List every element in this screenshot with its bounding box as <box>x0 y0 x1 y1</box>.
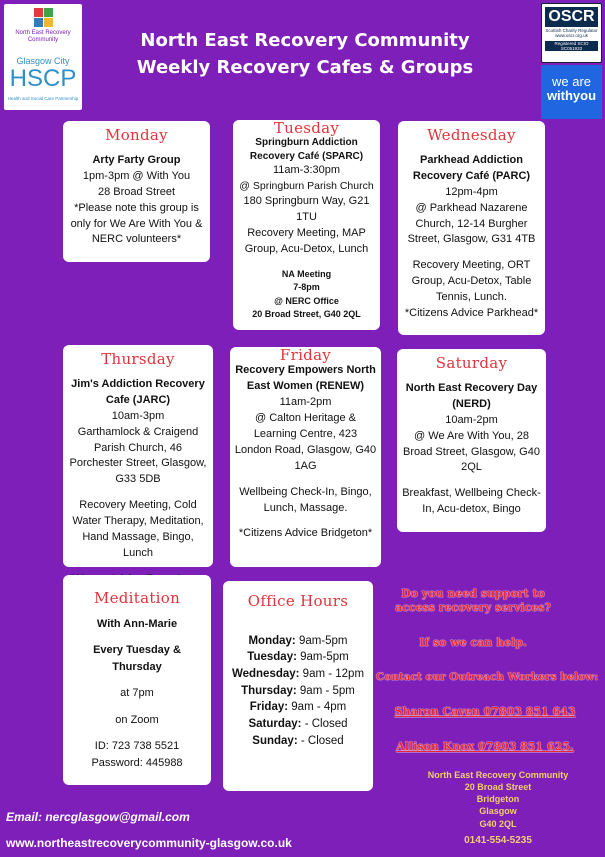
office-hours-time: 9am-5pm <box>295 634 348 647</box>
support-question: Do you need support to access recovery services? <box>395 587 551 614</box>
na-venue: @ NERC Office <box>274 295 339 306</box>
office-hours-row <box>227 666 369 683</box>
office-hours-row <box>227 649 369 666</box>
office-hours-day: Sunday: <box>252 734 298 747</box>
office-hours-time: - Closed <box>301 718 348 731</box>
saturday-activities: Breakfast, Wellbeing Check-In, Acu-detox, Bingo <box>402 487 541 516</box>
monday-title: Monday <box>105 126 168 144</box>
meditation-where: on Zoom <box>115 713 159 726</box>
oscr-logo: OSCR Scottish Charity Regulator www.oscr.org.uk Registered SCIO SC051933 <box>541 3 602 63</box>
thursday-title: Thursday <box>101 350 175 368</box>
hscp-sub: Health and Social Care Partnership <box>7 96 79 101</box>
friday-title: Friday <box>279 346 332 364</box>
meditation-password: Password: 445988 <box>91 756 183 769</box>
tuesday-time: 11am-3:30pm <box>272 164 341 176</box>
tuesday-group: Springburn Addiction Recovery Café (SPARC) <box>249 137 364 162</box>
thursday-group: Jim's Addiction Recovery Cafe (JARC) <box>71 377 205 406</box>
meditation-host: With Ann-Marie <box>96 617 178 630</box>
we-are-with-you-logo: we are withyou <box>541 65 602 119</box>
meditation-when: Every Tuesday & Thursday <box>93 644 181 673</box>
outreach-worker-1: Sharon Caven 07803 851 643 <box>394 705 576 718</box>
monday-note: *Please note this group is only for We Are With You & NERC volunteers* <box>70 201 203 246</box>
nerc-logo-text: North East Recovery Community <box>15 30 71 44</box>
tuesday-title: Tuesday <box>273 119 340 137</box>
office-hours-day: Tuesday: <box>247 651 297 664</box>
wednesday-venue: @ Parkhead Nazarene Church, 12-14 Burgher Street, Glasgow, G31 4TB <box>407 201 536 246</box>
saturday-time: 10am-2pm <box>445 413 498 426</box>
office-hours-time: 9am - 12pm <box>299 668 365 681</box>
wednesday-activities: Recovery Meeting, ORT Group, Acu-Detox, Table Tennis, Lunch. <box>411 259 532 304</box>
meditation-card <box>63 575 211 785</box>
office-hours-time: 9am - 5pm <box>296 684 355 697</box>
wednesday-card <box>398 121 545 335</box>
puzzle-icon <box>34 8 54 28</box>
saturday-group: North East Recovery Day (NERD) <box>405 381 538 410</box>
friday-group: Recovery Empowers North East Women (RENEW) <box>235 364 376 392</box>
monday-time: 1pm-3pm @ With You <box>82 169 191 182</box>
office-hours-row <box>227 633 369 650</box>
office-hours-card <box>223 581 373 791</box>
hscp-logo: HSCP <box>9 65 77 92</box>
support-contact: Contact our Outreach Workers below: <box>375 671 599 683</box>
hscp-city: Glasgow City <box>16 56 70 66</box>
wednesday-group: Parkhead Addiction Recovery Café (PARC) <box>412 153 531 182</box>
tuesday-card <box>233 120 380 330</box>
office-hours-list <box>227 633 369 750</box>
saturday-venue: @ We Are With You, 28 Broad Street, Glasgow, G40 2QL <box>403 429 540 474</box>
office-hours-row <box>227 733 369 750</box>
page-title: North East Recovery Community Weekly Recovery Cafes & Groups <box>136 30 474 78</box>
office-hours-time: 9am - 4pm <box>288 701 347 714</box>
office-hours-day: Saturday: <box>248 718 302 731</box>
thursday-venue: Garthamlock & Craigend Parish Church, 46 Porchester Street, Glasgow, G33 5DB <box>69 425 207 486</box>
na-time: 7-8pm <box>293 282 320 293</box>
friday-note: *Citizens Advice Bridgeton* <box>238 527 373 540</box>
meditation-time: at 7pm <box>120 687 154 699</box>
thursday-card <box>63 345 213 567</box>
meditation-id: ID: 723 738 5521 <box>94 740 180 752</box>
office-hours-row <box>227 699 369 716</box>
office-hours-title: Office Hours <box>247 592 349 610</box>
thursday-activities: Recovery Meeting, Cold Water Therapy, Meditation, Hand Massage, Bingo, Lunch <box>72 499 204 560</box>
office-hours-row <box>227 716 369 733</box>
friday-time: 11am-2pm <box>279 395 332 408</box>
monday-address: 28 Broad Street <box>97 185 176 198</box>
friday-card <box>230 347 381 567</box>
monday-card <box>63 121 210 262</box>
meditation-title: Meditation <box>93 589 181 607</box>
thursday-time: 10am-3pm <box>111 409 165 422</box>
office-hours-time: 9am-5pm <box>296 651 349 664</box>
office-address: North East Recovery Community 20 Broad Street Bridgeton Glasgow G40 2QL 0141-554-5235 <box>418 769 578 847</box>
office-phone: 0141-554-5235 <box>464 834 532 846</box>
nerc-hscp-logo <box>4 4 82 110</box>
wednesday-title: Wednesday <box>427 126 516 144</box>
footer-website[interactable]: www.northeastrecoverycommunity-glasgow.co.uk <box>6 836 292 850</box>
office-hours-time: - Closed <box>297 734 344 747</box>
office-hours-day: Thursday: <box>241 684 297 697</box>
office-hours-day: Friday: <box>249 701 289 714</box>
tuesday-address: 180 Springburn Way, G21 1TU <box>243 195 370 224</box>
office-hours-row <box>227 683 369 700</box>
wednesday-note: *Citizens Advice Parkhead* <box>404 307 539 320</box>
footer-email[interactable]: Email: nercglasgow@gmail.com <box>6 810 190 824</box>
na-title: NA Meeting <box>281 268 332 279</box>
wednesday-time: 12pm-4pm <box>445 185 498 198</box>
office-hours-day: Monday: <box>248 634 296 647</box>
tuesday-venue: @ Springburn Parish Church <box>239 179 374 192</box>
na-address: 20 Broad Street, G40 2QL <box>252 309 361 320</box>
monday-group: Arty Farty Group <box>92 153 181 166</box>
office-hours-day: Wednesday: <box>231 668 300 681</box>
support-help: If so we can help. <box>419 636 527 649</box>
friday-venue: @ Calton Heritage & Learning Centre, 423 London Road, Glasgow, G40 1AG <box>234 411 377 472</box>
outreach-worker-2: Allison Knox 07803 851 625. <box>396 740 574 753</box>
tuesday-activities: Recovery Meeting, MAP Group, Acu-Detox, Lunch <box>244 227 369 255</box>
friday-activities: Wellbeing Check-In, Bingo, Lunch, Massage. <box>239 485 372 514</box>
saturday-card <box>397 349 546 532</box>
saturday-title: Saturday <box>435 354 508 372</box>
